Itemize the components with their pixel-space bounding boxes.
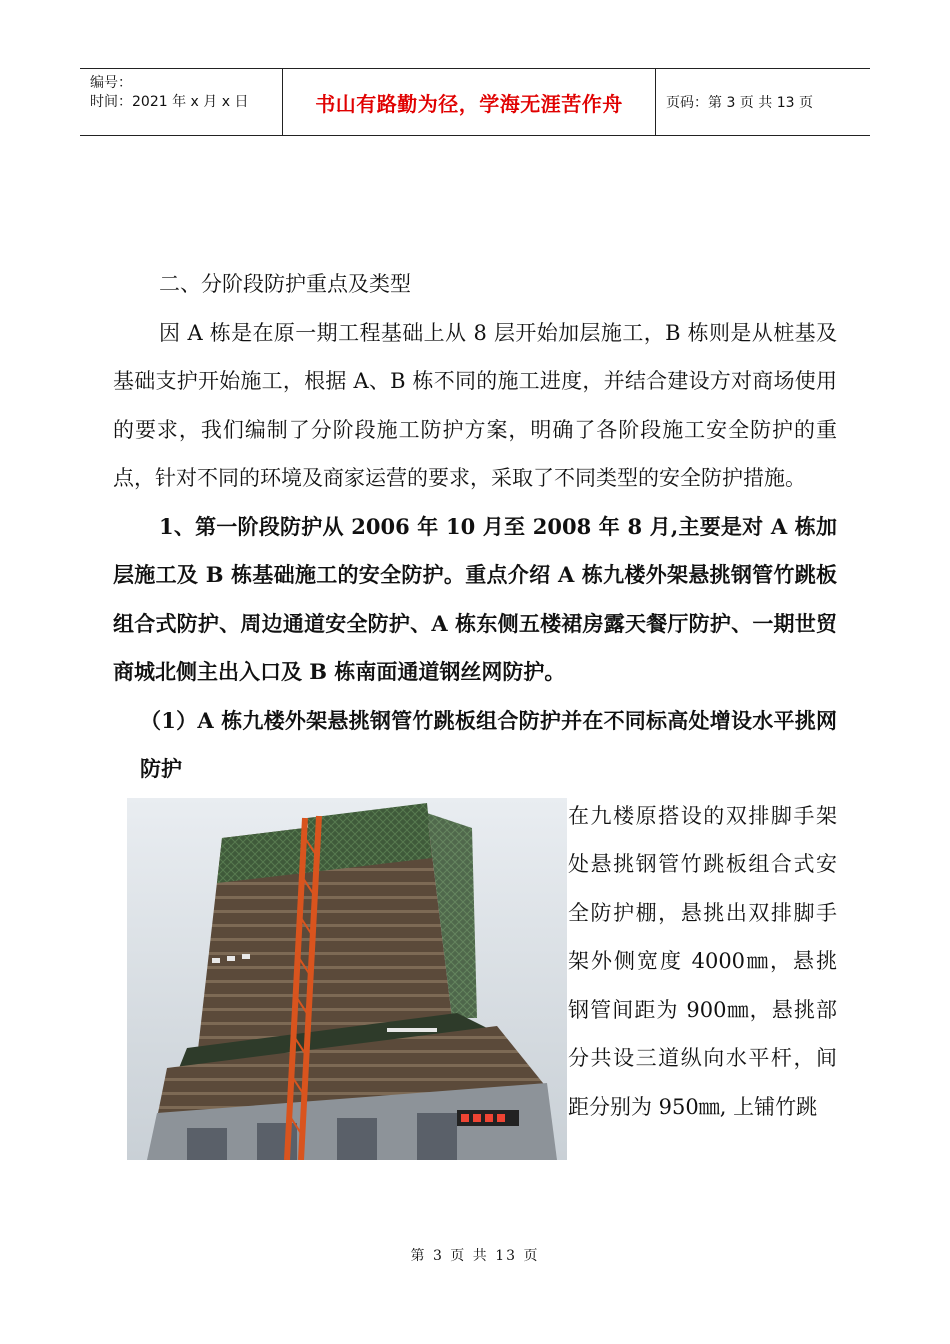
figure-row: [113, 798, 837, 1164]
header-meta-cell: [80, 69, 283, 135]
header-motto: 书山有路勤为径，学海无涯苦作舟: [315, 91, 623, 116]
paragraph-stage-1: 1、第一阶段防护从 2006 年 10 月至 2008 年 8 月,主要是对 A 栋加层施工及 B 栋基础施工的安全防护。重点介绍 A 栋九楼外架悬挑钢管竹跳板组合式防护、周边通道安全防护、A 栋东侧五楼裙房露天餐厅防护、一期世贸商城北侧主出入口及 B 栋南面通道钢丝网防护。: [113, 513, 837, 684]
building-photo-illustration: [127, 798, 567, 1160]
header-table: [80, 68, 870, 136]
header-page-number: 页码：第 3 页 共 13 页: [666, 95, 813, 111]
header-motto-cell: [283, 69, 656, 135]
side-paragraph: 在九楼原搭设的双排脚手架处悬挑钢管竹跳板组合式安全防护棚，悬挑出双排脚手架外侧宽度 4000㎜，悬挑钢管间距为 900㎜，悬挑部分共设三道纵向水平杆，间距分别为 950㎜, 上铺竹跳: [568, 803, 837, 1119]
paragraph-intro: 因 A 栋是在原一期工程基础上从 8 层开始加层施工，B 栋则是从桩基及基础支护开始施工，根据 A、B 栋不同的施工进度，并结合建设方对商场使用的要求，我们编制了分阶段施工防护方案，明确了各阶段施工安全防护的重点，针对不同的环境及商家运营的要求，采取了不同类型的安全防护措施。: [113, 320, 837, 490]
header-page-cell: [656, 69, 870, 135]
section-title: 二、分阶段防护重点及类型: [159, 272, 411, 296]
building-photo: [127, 798, 567, 1160]
document-body: [113, 260, 837, 1164]
subheading-1: （1）A 栋九楼外架悬挑钢管竹跳板组合防护并在不同标高处增设水平挑网防护: [140, 707, 837, 781]
document-time-label: 时间：2021 年 x 月 x 日: [90, 94, 249, 110]
page-footer: 第 3 页 共 13 页: [410, 1248, 540, 1264]
document-number-label: 编号：: [90, 75, 132, 91]
